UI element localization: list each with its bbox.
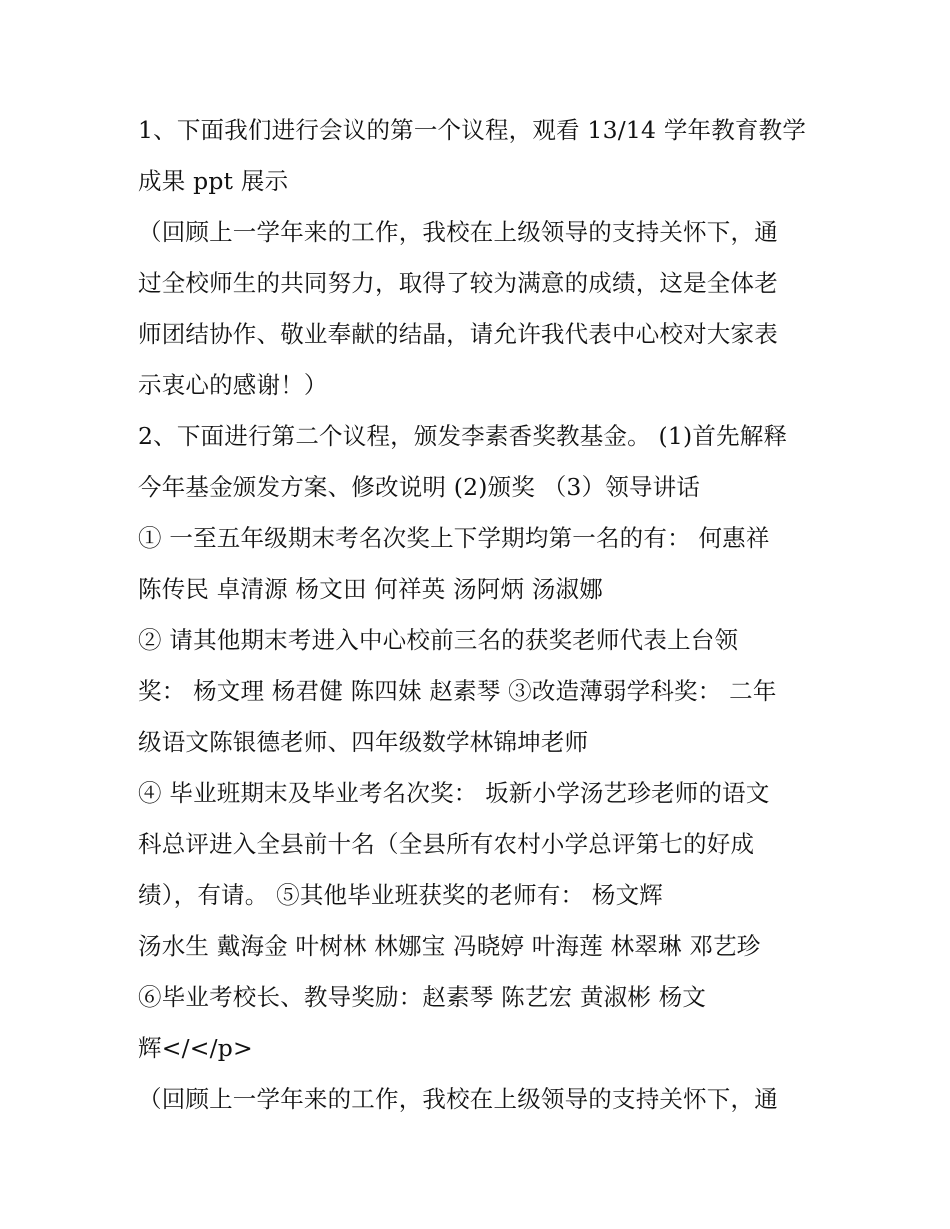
text-line: 陈传民 卓清源 杨文田 何祥英 汤阿炳 汤淑娜 (138, 575, 603, 603)
text-line: ④ 毕业班期末及毕业考名次奖： 坂新小学汤艺珍老师的语文 (138, 779, 770, 807)
document-body (138, 105, 818, 1125)
text-line: 2、下面进行第二个议程，颁发李素香奖教基金。 (1)首先解释 (138, 422, 788, 450)
text-line: 过全校师生的共同努力，取得了较为满意的成绩，这是全体老 (138, 269, 778, 297)
text-line: 成果 ppt 展示 (138, 167, 289, 195)
text-line: 奖： 杨文理 杨君健 陈四妹 赵素琴 ③改造薄弱学科奖： 二年 (138, 677, 777, 705)
text-line: （回顾上一学年来的工作，我校在上级领导的支持关怀下，通 (138, 218, 778, 246)
text-line: 汤水生 戴海金 叶树林 林娜宝 冯晓婷 叶海莲 林翠琳 邓艺珍 (138, 932, 761, 960)
text-line: 辉</</p> (138, 1034, 253, 1062)
text-line: 绩），有请。 ⑤其他毕业班获奖的老师有： 杨文辉 (138, 881, 663, 909)
text-line: 师团结协作、敬业奉献的结晶，请允许我代表中心校对大家表 (138, 320, 778, 348)
text-line: ① 一至五年级期末考名次奖上下学期均第一名的有： 何惠祥 (138, 524, 770, 552)
text-line: ⑥毕业考校长、教导奖励：赵素琴 陈艺宏 黄淑彬 杨文 (138, 983, 707, 1011)
text-line: 科总评进入全县前十名（全县所有农村小学总评第七的好成 (138, 830, 755, 858)
text-line: 今年基金颁发方案、修改说明 (2)颁奖 （3）领导讲话 (138, 473, 701, 501)
text-line: 级语文陈银德老师、四年级数学林锦坤老师 (138, 728, 589, 756)
text-line: 1、下面我们进行会议的第一个议程，观看 13/14 学年教育教学 (138, 116, 807, 144)
text-line: 示衷心的感谢！） (138, 371, 328, 399)
text-line: （回顾上一学年来的工作，我校在上级领导的支持关怀下，通 (138, 1085, 778, 1113)
text-line: ② 请其他期末考进入中心校前三名的获奖老师代表上台领 (138, 626, 739, 654)
